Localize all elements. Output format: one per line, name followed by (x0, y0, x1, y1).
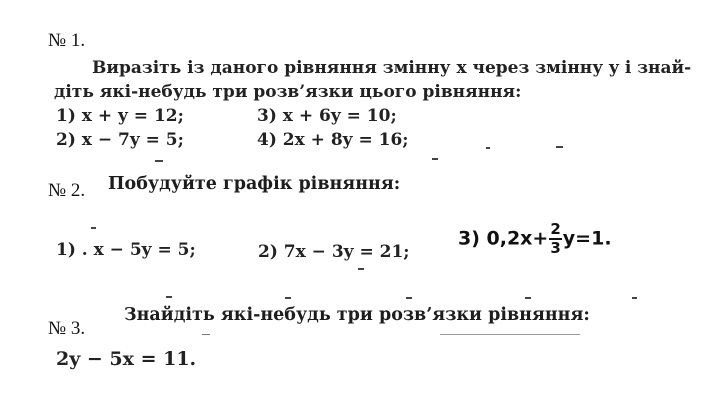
task2-title: Побудуйте графік рівняння: (108, 174, 401, 194)
task1-item-1: 1) x + y = 12; (56, 106, 184, 126)
scan-artifact (91, 227, 96, 229)
scan-artifact (166, 296, 172, 298)
scan-artifact (486, 147, 490, 149)
task1-number: № 1. (48, 30, 86, 51)
scan-artifact (556, 146, 563, 148)
scan-artifact (202, 334, 210, 335)
fraction-denominator: 3 (550, 239, 561, 257)
task2-item-3-prefix: 3) 0,2x+ (458, 227, 549, 250)
task1-item-2: 2) x − 7y = 5; (56, 130, 184, 150)
scan-artifact (632, 297, 637, 299)
task2-item-2: 2) 7x − 3y = 21; (258, 242, 410, 262)
scan-artifact (432, 158, 438, 160)
scan-artifact (406, 297, 412, 299)
task3-number: № 3. (48, 318, 86, 339)
task2-item-1: 1) . x − 5y = 5; (56, 240, 196, 260)
scan-artifact (440, 334, 580, 335)
task3-title: Знайдіть які-небудь три розв’язки рівняння: (124, 305, 590, 325)
task2-item-3-suffix: y=1. (562, 227, 612, 250)
task1-item-4: 4) 2x + 8y = 16; (257, 130, 409, 150)
scan-artifact (155, 160, 163, 162)
task1-prompt-line1: Виразіть із даного рівняння змінну x через змінну y і знай- (92, 58, 692, 78)
fraction-numerator: 2 (550, 220, 561, 238)
task2-item-3 (458, 222, 612, 256)
task1-item-3: 3) x + 6y = 10; (257, 106, 397, 126)
task2-item-3-fraction (549, 222, 561, 256)
task3-equation: 2y − 5x = 11. (56, 348, 197, 370)
task2-number: № 2. (48, 180, 86, 201)
scan-artifact (285, 297, 291, 299)
task1-prompt-line2: діть які-небудь три розв’язки цього рівняння: (54, 82, 522, 102)
scan-artifact (358, 268, 364, 270)
scan-artifact (525, 297, 531, 299)
